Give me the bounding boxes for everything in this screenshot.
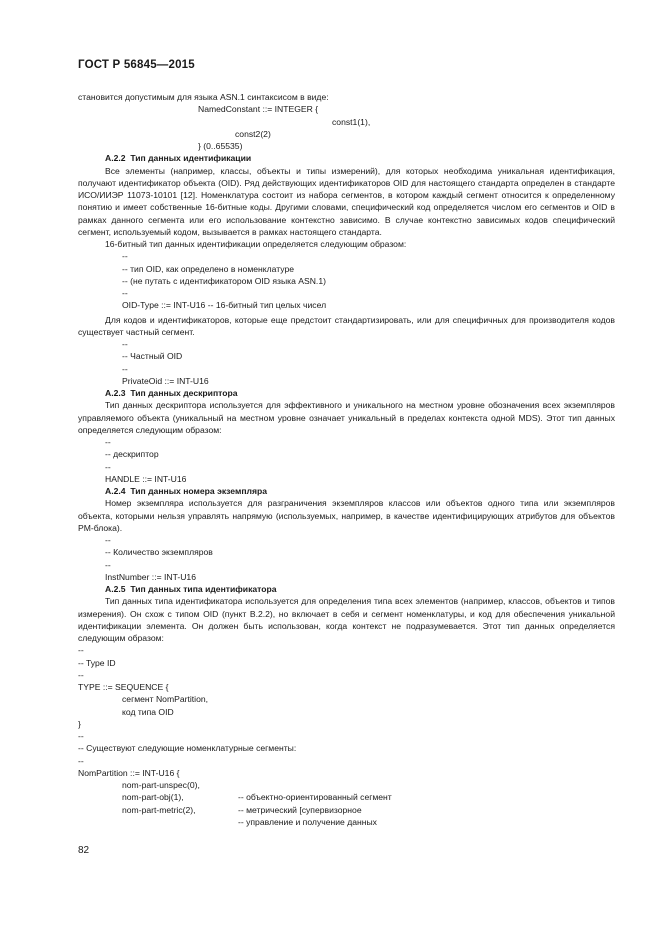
code-line: --	[105, 461, 111, 472]
code-line: --	[78, 731, 84, 741]
document-header: ГОСТ Р 56845—2015	[78, 59, 195, 71]
nom-row	[78, 804, 615, 816]
document-body	[78, 91, 615, 828]
paragraph: Для кодов и идентификаторов, которые еще предстоит стандартизировать, или для специфичных для производителя кодов существует частный сегмент.	[78, 314, 615, 337]
code-line: const2(2)	[235, 128, 271, 139]
nom-comment: -- управление и получение данных	[238, 816, 377, 827]
code-line: -- дескриптор	[105, 449, 159, 460]
code-line: --	[78, 669, 84, 680]
code-line: -- Частный OID	[122, 351, 183, 362]
code-line: --	[105, 437, 111, 447]
code-line: NamedConstant ::= INTEGER {	[198, 104, 319, 115]
code-line: NomPartition ::= INT-U16 {	[78, 767, 180, 778]
intro-line: становится допустимым для языка ASN.1 синтаксисом в виде:	[78, 92, 329, 102]
nom-row	[78, 791, 615, 803]
page-number: 82	[78, 845, 90, 856]
section-heading-a25: А.2.5 Тип данных типа идентификатора	[105, 584, 277, 594]
code-line: }	[78, 718, 81, 729]
code-line: const1(1),	[332, 116, 371, 127]
nom-row	[78, 816, 615, 828]
code-line: --	[122, 288, 128, 298]
code-line: --	[105, 559, 111, 570]
code-line: OID-Type ::= INT-U16 -- 16-битный тип целых чисел	[122, 300, 327, 311]
paragraph: 16-битный тип данных идентификации определяется следующим образом:	[105, 239, 407, 249]
code-line: --	[122, 339, 128, 349]
code-line: --	[122, 363, 128, 374]
code-line: --	[78, 645, 84, 656]
code-line: --	[78, 755, 84, 766]
code-line: --	[105, 535, 111, 545]
paragraph: Тип данных типа идентификатора используется для определения типа всех элементов (например, классов, объектов и типов измерения). Он схож с типом OID (пункт B.2.2), но включает в себя и сегмент номенклатуры, и код для обеспечения уникальной идентификации элемента. Он должен быть использован, когда контекст не подразумевается. Этот тип данных определяется следующим образом:	[78, 596, 615, 643]
nom-value: nom-part-unspec(0),	[122, 780, 200, 790]
nom-value: nom-part-obj(1),	[122, 792, 184, 803]
code-line: -- тип OID, как определено в номенклатуре	[122, 263, 295, 274]
section-heading-a24: А.2.4 Тип данных номера экземпляра	[105, 486, 268, 496]
section-heading-a23: А.2.3 Тип данных дескриптора	[105, 388, 238, 398]
code-line: код типа OID	[122, 706, 174, 717]
nom-value: nom-part-metric(2),	[122, 804, 196, 815]
code-line: } (0..65535)	[198, 141, 243, 151]
code-line: --	[122, 251, 128, 262]
code-line: TYPE ::= SEQUENCE {	[78, 682, 169, 692]
nom-comment: -- объектно-ориентированный сегмент	[238, 792, 392, 803]
paragraph: Тип данных дескриптора используется для эффективного и уникального на местном уровне обозначения всех экземпляров управляемого объекта (уникальный на местном уровне означает уникальный в пределах контекста одной MDS). Этот тип данных определяется следующим образом:	[78, 400, 615, 435]
code-line: -- Type ID	[78, 657, 116, 668]
nom-row	[78, 779, 615, 791]
paragraph: Номер экземпляра используется для разграничения экземпляров классов или объектов одного типа или экземпляров объекта, которыми нельзя управлять напрямую (используемых, например, в качестве идентифицирующих атрибутов для объектов PM-блока).	[78, 498, 615, 533]
code-line: -- (не путать с идентификатором OID языка ASN.1)	[122, 275, 326, 286]
paragraph: Все элементы (например, классы, объекты и типы измерений), для которых необходима уникальная идентификация, получают идентификатор объекта (OID). Ряд действующих идентификаторов OID для настоящего стандарта определен в стандарте ИСО/ИИЭР 11073-10101 [12]. Номенклатура состоит из набора сегментов, в котором каждый сегмент относится к определенному понятию и имеет собственные 16-битные коды. Другими словами, специфический код определяется числом его сегментов и OID в рамках данного сегмента или его использование контекстно зависимо. В случае контекстно зависимых кодов специфический сегмент, используемый кодом, вызывается в рамках настоящего стандарта.	[78, 165, 615, 237]
code-line: -- Существуют следующие номенклатурные сегменты:	[78, 743, 297, 754]
nom-comment: -- метрический [супервизорное	[238, 804, 362, 815]
code-line: сегмент NomPartition,	[122, 694, 209, 705]
section-heading-a22: А.2.2 Тип данных идентификации	[105, 153, 252, 164]
code-line: -- Количество экземпляров	[105, 547, 213, 558]
code-line: HANDLE ::= INT-U16	[105, 473, 187, 484]
code-line: InstNumber ::= INT-U16	[105, 571, 196, 582]
code-line: PrivateOid ::= INT-U16	[122, 375, 209, 386]
